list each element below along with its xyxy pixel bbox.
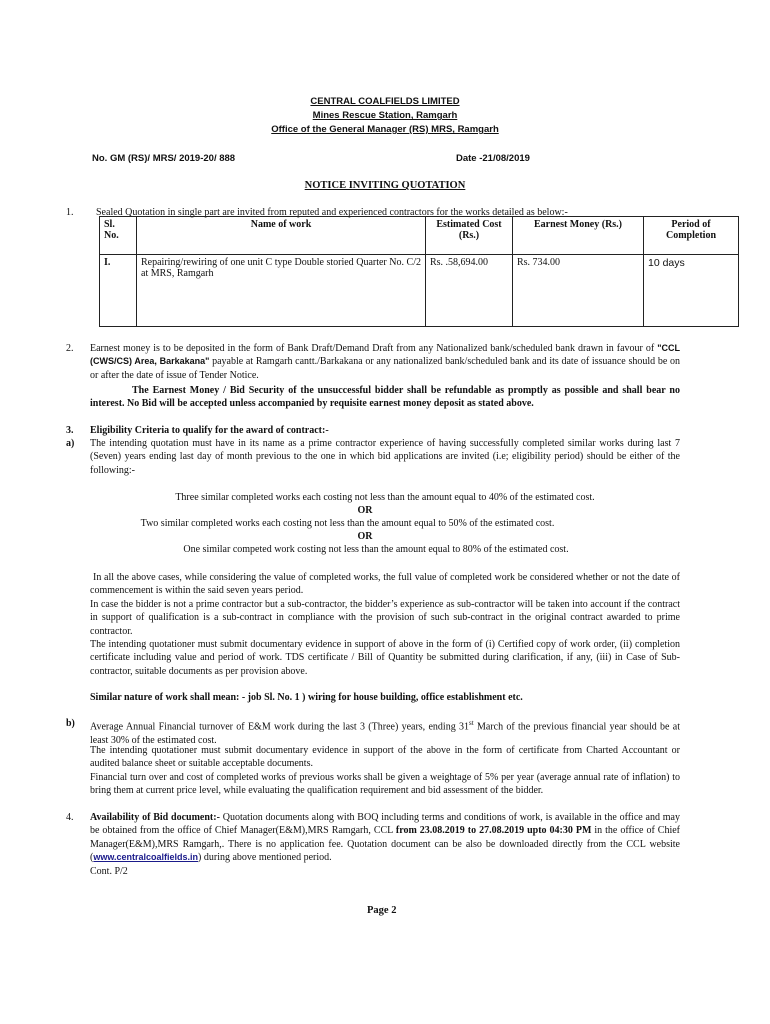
similar-nature: Similar nature of work shall mean: - job Sl. No. 1 ) wiring for house building, office establishment etc. — [90, 692, 523, 703]
section-2-para-1 — [90, 342, 680, 382]
cell-sl: I. — [100, 255, 137, 327]
notice-title: NOTICE INVITING QUOTATION — [304, 180, 466, 191]
or-2: OR — [357, 531, 373, 542]
turnover-sup: st — [469, 719, 474, 727]
item-b-label: b) — [66, 718, 75, 729]
option-2: Two similar completed works each costing not less than the amount equal to 50% of the estimated cost. — [140, 518, 555, 529]
option-3: One similar competed work costing not less than the amount equal to 80% of the estimated cost. — [183, 544, 569, 555]
reference-number: No. GM (RS)/ MRS/ 2019-20/ 888 — [92, 153, 236, 164]
turnover-text-b: March of the previous financial year should be at least 30% of the estimated cost. — [90, 721, 680, 746]
col-header-sl: Sl. No. — [100, 217, 137, 255]
section-4-number: 4. — [66, 812, 74, 823]
page-number: Page 2 — [367, 905, 397, 916]
item-b-para-3: Financial turn over and cost of completed works of previous works shall be given a weightage of 5% per year (average annual rate of inflation) to bring them at current price level, while evaluating the qualification requirement and bid assessment of the bidder. — [90, 772, 680, 797]
bid-document-text-3: ) during above mentioned period. — [198, 851, 332, 863]
turnover-text-a: Average Annual Financial turnover of E&M work during the last 3 (Three) years, ending 31 — [90, 721, 469, 733]
option-1: Three similar completed works each costing not less than the amount equal to 40% of the estimated cost. — [175, 492, 595, 503]
bid-document-dates: from 23.08.2019 to 27.08.2019 upto 04:30 PM — [395, 825, 592, 837]
station-name: Mines Rescue Station, Ramgarh — [312, 110, 458, 121]
para-documentary-evidence: The intending quotationer must submit documentary evidence in support of above in the form of (i) Certified copy of work order, (ii) completion certificate including value and period of work. TDS certificate / Bill of Quantity be submitted during clarification, if any, (iii) in Case of Sub- contractor, suitable documents as per provision above. — [90, 639, 680, 677]
section-3-title: Eligibility Criteria to qualify for the award of contract:- — [90, 425, 329, 436]
para-sub-contractor: In case the bidder is not a prime contractor but a sub-contractor, the bidder’s experience as sub-contractor will be taken into account if the contract in support of qualification is a sub-contract in compliance with the provision of such sub-contract in the original contract awarded to prime contractor. — [90, 599, 680, 637]
cell-earnest: Rs. 734.00 — [513, 255, 644, 327]
cell-cost: Rs. .58,694.00 — [426, 255, 513, 327]
cell-period: 10 days — [644, 255, 739, 327]
cell-work: Repairing/rewiring of one unit C type Double storied Quarter No. C/2 at MRS, Ramgarh — [137, 255, 426, 327]
section-1-number: 1. — [66, 207, 74, 218]
earnest-text-b: payable at Ramgarh cantt./Barkakana or any nationalized bank/scheduled bank and its date of issuance should be on or after the date of issue of Tender Notice. — [90, 356, 680, 381]
section-1-text: Sealed Quotation in single part are invited from reputed and experienced contractors for the works detailed as below:- — [96, 207, 568, 218]
works-table — [99, 216, 739, 327]
table-row — [100, 255, 739, 327]
favour-of-text: "CCL (CWS/CS) Area, Barkakana" — [90, 343, 680, 367]
company-name: CENTRAL COALFIELDS LIMITED — [310, 96, 460, 107]
col-header-work: Name of work — [137, 217, 426, 255]
continued-note: Cont. P/2 — [90, 866, 128, 877]
item-a-text: The intending quotation must have in its name as a prime contractor experience of having successfully completed similar works during last 7 (Seven) years ending last day of month previous to the one in which bid applications are invited (i.e; eligibility period) should be either of the following:- — [90, 438, 680, 476]
office-name: Office of the General Manager (RS) MRS, Ramgarh — [271, 124, 499, 135]
item-b-para-2: The intending quotationer must submit documentary evidence in support of the above in the form of certificate from Charted Accountant or audited balance sheet or suitable acceptable documents. — [90, 745, 680, 770]
col-header-earnest: Earnest Money (Rs.) — [513, 217, 644, 255]
ccl-website-link[interactable]: www.centralcoalfields.in — [93, 851, 199, 862]
bid-document-label: Availability of Bid document:- — [90, 812, 220, 823]
section-3-number: 3. — [66, 425, 74, 436]
bid-document-text-1: Quotation documents along with BOQ including terms and conditions of work, is available in the office and may be obtained from the office of Chief Manager(E&M),MRS Ramgarh, CCL — [90, 812, 680, 837]
col-header-cost: Estimated Cost (Rs.) — [426, 217, 513, 255]
section-2-number: 2. — [66, 343, 74, 354]
earnest-text-a: Earnest money is to be deposited in the form of Bank Draft/Demand Draft from any Nationalized bank/scheduled bank drawn in favour of — [90, 343, 658, 354]
para-completed-works: In all the above cases, while considering the value of completed works, the full value of completed work be considered whether or not the date of commencement is within the said seven years period. — [90, 572, 680, 597]
table-header-row — [100, 217, 739, 255]
item-a-label: a) — [66, 438, 75, 449]
section-2-para-2: The Earnest Money / Bid Security of the unsuccessful bidder shall be refundable as promptly as possible and shall bear no interest. No Bid will be accepted unless accompanied by requisite earnest money deposit as stated above. — [90, 385, 680, 410]
section-4-text — [90, 811, 680, 864]
notice-date: Date -21/08/2019 — [456, 153, 530, 164]
item-b-para-1 — [90, 717, 680, 747]
col-header-period: Period of Completion — [644, 217, 739, 255]
or-1: OR — [357, 505, 373, 516]
bid-document-text-2: in the office of Chief Manager(E&M),MRS Ramgarh,. There is no application fee. Quotation document can be also be downloaded directly from the CCL website ( — [90, 825, 681, 863]
